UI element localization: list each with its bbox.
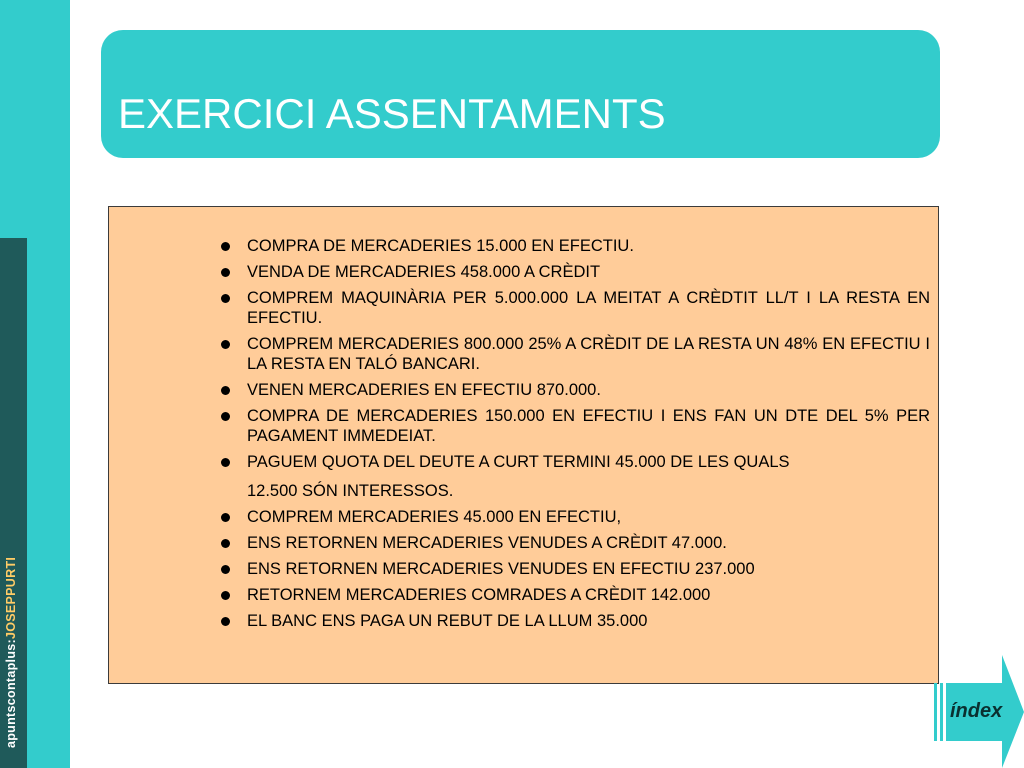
bullet-icon bbox=[221, 340, 230, 349]
list-item-continuation: 12.500 SÓN INTERESSOS. bbox=[247, 482, 454, 500]
bullet-icon bbox=[221, 513, 230, 522]
list-item: RETORNEM MERCADERIES COMRADES A CRÈDIT 142.000 bbox=[221, 585, 930, 605]
list-item: COMPREM MERCADERIES 45.000 EN EFECTIU, bbox=[221, 507, 930, 527]
list-item: VENDA DE MERCADERIES 458.000 A CRÈDIT bbox=[221, 262, 930, 282]
bullet-icon bbox=[221, 412, 230, 421]
bullet-icon bbox=[221, 268, 230, 277]
bullet-icon bbox=[221, 539, 230, 548]
bullet-icon bbox=[221, 591, 230, 600]
exercise-list bbox=[221, 236, 930, 637]
list-item: PAGUEM QUOTA DEL DEUTE A CURT TERMINI 45.000 DE LES QUALS 12.500 SÓN INTERESSOS. bbox=[221, 452, 930, 501]
bullet-icon bbox=[221, 617, 230, 626]
index-label[interactable]: índex bbox=[950, 700, 1003, 722]
list-item: ENS RETORNEN MERCADERIES VENUDES A CRÈDIT 47.000. bbox=[221, 533, 930, 553]
bullet-icon bbox=[221, 386, 230, 395]
list-item: ENS RETORNEN MERCADERIES VENUDES EN EFECTIU 237.000 bbox=[221, 559, 930, 579]
list-item: VENEN MERCADERIES EN EFECTIU 870.000. bbox=[221, 380, 930, 400]
brand-watermark: apuntscontaplus:JOSEPPURTI bbox=[4, 556, 18, 748]
bullet-icon bbox=[221, 565, 230, 574]
bullet-icon bbox=[221, 458, 230, 467]
list-item: COMPREM MERCADERIES 800.000 25% A CRÈDIT DE LA RESTA UN 48% EN EFECTIU I LA RESTA EN TALÓ BANCARI. bbox=[221, 334, 930, 374]
list-item: COMPRA DE MERCADERIES 150.000 EN EFECTIU I ENS FAN UN DTE DEL 5% PER PAGAMENT IMMEDEIAT. bbox=[221, 406, 930, 446]
page-title: EXERCICI ASSENTAMENTS bbox=[118, 90, 666, 137]
list-item: COMPRA DE MERCADERIES 15.000 EN EFECTIU. bbox=[221, 236, 930, 256]
list-item: EL BANC ENS PAGA UN REBUT DE LA LLUM 35.000 bbox=[221, 611, 930, 631]
bullet-icon bbox=[221, 294, 230, 303]
list-item: COMPREM MAQUINÀRIA PER 5.000.000 LA MEITAT A CRÈDTIT LL/T I LA RESTA EN EFECTIU. bbox=[221, 288, 930, 328]
bullet-icon bbox=[221, 242, 230, 251]
